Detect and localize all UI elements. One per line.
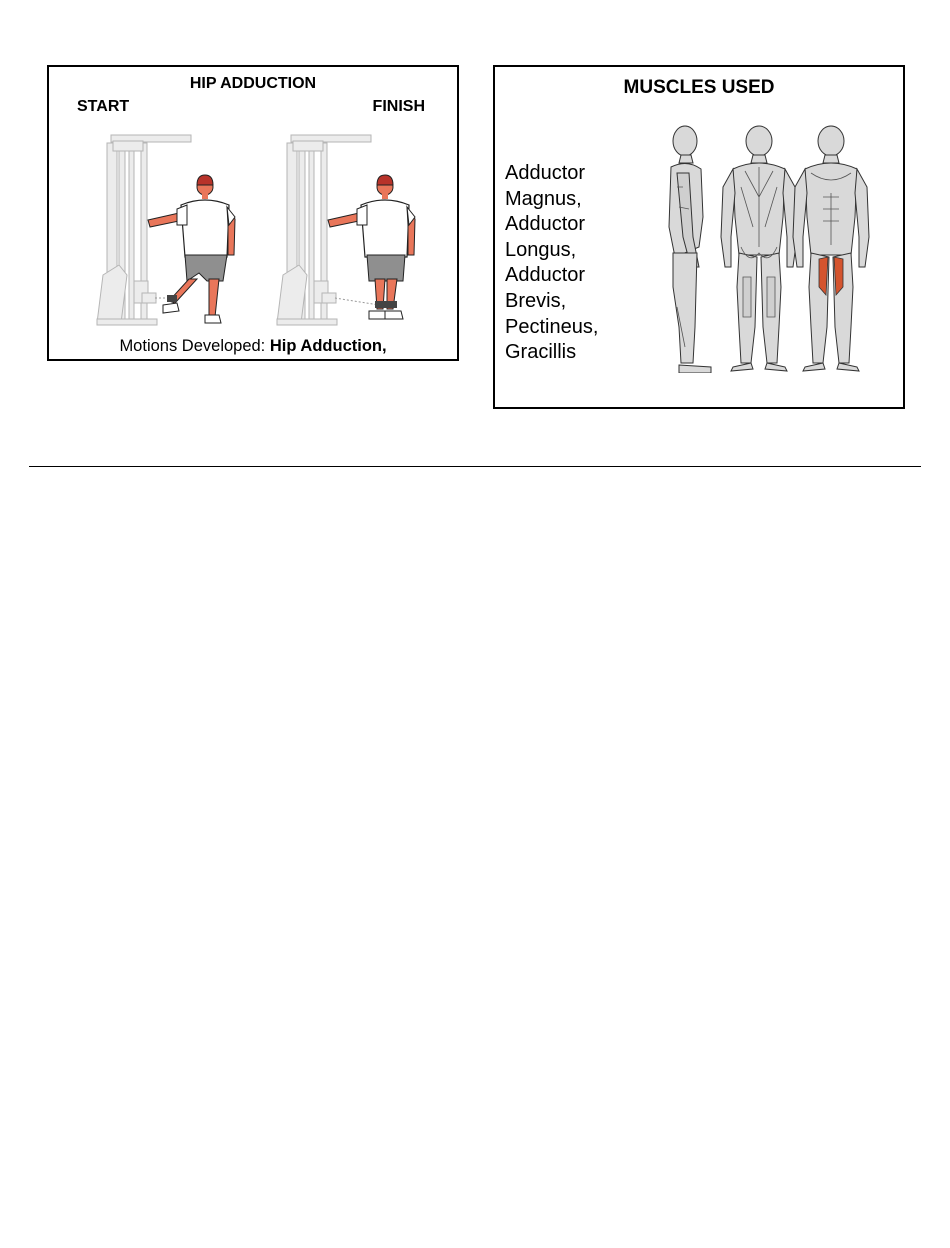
start-label: START	[77, 98, 130, 115]
muscles-list	[505, 161, 598, 366]
horizontal-divider	[29, 466, 921, 467]
start-figure	[97, 135, 235, 325]
motions-caption-prefix: Motions Developed:	[119, 337, 270, 355]
exercise-panel	[47, 65, 459, 361]
muscles-panel	[493, 65, 905, 409]
muscle-line: Adductor	[505, 213, 586, 236]
muscle-line: Brevis,	[505, 289, 567, 312]
motions-caption-bold: Hip Adduction,	[269, 337, 387, 355]
finish-label: FINISH	[372, 98, 425, 115]
muscle-line: Adductor	[505, 162, 586, 184]
body-front-view	[793, 126, 869, 371]
muscle-line: Longus,	[505, 238, 577, 261]
muscle-line: Adductor	[505, 264, 586, 287]
muscle-line: Pectineus,	[505, 315, 599, 338]
muscles-title: MUSCLES USED	[623, 77, 775, 98]
body-back-view	[721, 126, 797, 371]
motions-caption	[49, 337, 457, 356]
exercise-illustration	[49, 125, 457, 335]
exercise-title: HIP ADDUCTION	[189, 75, 317, 92]
finish-figure	[277, 135, 415, 325]
body-side-view	[669, 126, 711, 373]
muscle-line: Gracillis	[505, 341, 577, 364]
muscle-anatomy-illustration	[655, 123, 895, 373]
muscle-line: Magnus,	[505, 187, 582, 210]
